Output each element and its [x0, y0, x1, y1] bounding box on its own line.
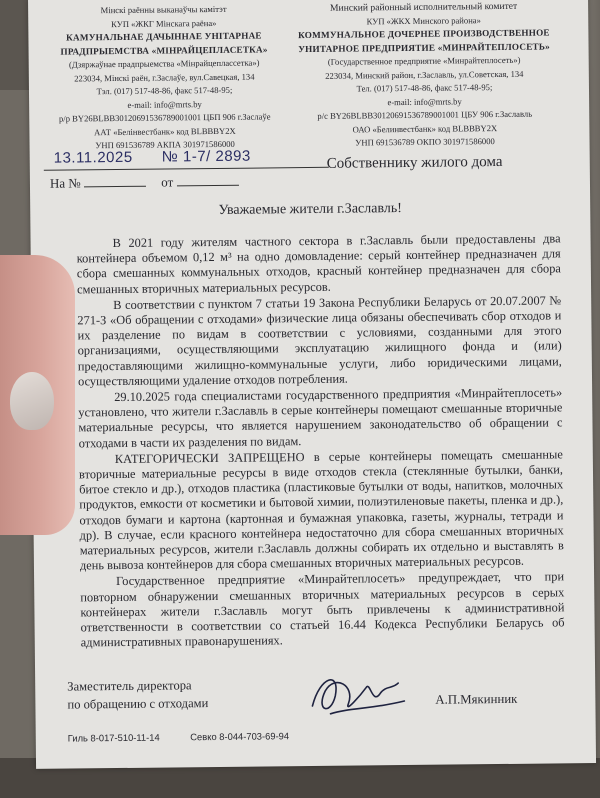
- header-left-line5: (Дзяржаўнае прадпрыемства «Мінрайцеплассетка»): [68, 57, 260, 70]
- paragraph-5: Государственное предприятие «Минрайтеплосеть» предупреждает, что при повторном обнаружении смешанных вторичных материальных ресурсов в серых контейнерах жители г.Заславль могут быть привлечены к административной ответственности в соответствии со статьей 16.44 Кодекса Республики Беларусь об административных правонарушениях.: [80, 569, 565, 650]
- header-left-line9: р/р BY26BLBB30120691536789001001 ЦБП 906 г.Заслаўе: [58, 111, 271, 124]
- header-left-line7: Тэл. (017) 517-48-86, факс 517-48-95;: [96, 84, 233, 97]
- registration-number: № 1-7/ 2893: [161, 147, 251, 166]
- reference-ot-label: от: [161, 174, 174, 190]
- paragraph-1: В 2021 году жителям частного сектора в г.Заславль были предоставлены два контейнера объемом 0,12 м³ на одно домовладение: серый контейнер предназначен для сбора смешанных коммунальных отходов, красный контейнер предназначен для сбора смешанных вторичных материальных ресурсов.: [76, 231, 561, 297]
- header-right-line5: (Государственное предприятие «Минрайтеплосеть»): [327, 54, 521, 67]
- header-right-line11: УНП 691536789 ОКПО 301971586000: [355, 136, 495, 148]
- header-right-line1: Минский районный исполнительный комитет: [329, 0, 518, 14]
- header-left-line8: e-mail: info@mrts.by: [127, 98, 202, 110]
- reference-na-label: На №: [49, 175, 81, 191]
- reference-number-blank: [84, 174, 146, 188]
- contact-2: Севко 8-044-703-69-94: [190, 730, 290, 743]
- letter-body: [77, 231, 565, 652]
- header-right-line8: e-mail: info@mrts.by: [387, 95, 462, 107]
- header-left-line6: 223034, Мінскі раён, г.Заслаўе, вул.Савецкая, 134: [74, 71, 255, 83]
- header-right-line4: УНИТАРНОЕ ПРЕДПРИЯТИЕ «МИНРАЙТЕПЛОСЕТЬ»: [298, 40, 550, 54]
- header-belarusian: [36, 2, 293, 153]
- signatory-position: [67, 676, 208, 713]
- header-right-line3: КОММУНАЛЬНОЕ ДОЧЕРНЕЕ ПРОИЗВОДСТВЕННОЕ: [298, 27, 550, 41]
- header-right-line7: Тел. (017) 517-48-86, факс 517-48-95;: [356, 82, 493, 94]
- registration-date: 13.11.2025: [53, 148, 133, 167]
- header-russian: [296, 0, 553, 151]
- header-left-line4: ПРАДПРЫЕМСТВА «МІНРАЙЦЕПЛАСЕТКА»: [60, 43, 268, 57]
- signatory-position-line1: Заместитель директора: [67, 678, 192, 694]
- header-left-line2: КУП «ЖКГ Мінскага раёна»: [111, 17, 217, 29]
- paragraph-4: КАТЕГОРИЧЕСКИ ЗАПРЕЩЕНО в серые контейнеры помещать смешанные вторичные материальные ресурсы в виде отходов стекла (стеклянные бутылки, банки, битое стекло и др.), отходов пластика (пластиковые бутылки от воды, напитков, молочных продуктов, емкости от косметики и бытовой химии, полиэтиленовые пакеты, пленка и др.), отходов бумаги и картона (картонная и бумажная упаковка, газеты, журналы, тетради и др). В случае, если красного контейнера недостаточно для сбора смешанных вторичных материальных ресурсов, жители г.Заславль должны собирать их отдельно и выставлять в день вывоза контейнеров для сбора смешанных вторичных материальных ресурсов.: [78, 447, 564, 573]
- header-left-line10: ААТ «Белінвестбанк» код BLBBBY2X: [94, 125, 236, 137]
- header-right-line2: КУП «ЖКХ Минского района»: [366, 14, 481, 26]
- signatory-position-line2: по обращению с отходами: [67, 696, 209, 712]
- letter-sheet: [28, 0, 596, 769]
- recipient: Собственнику жилого дома: [326, 153, 503, 172]
- header-right-line6: 223034, Минский район, г.Заславль, ул.Советская, 134: [325, 68, 524, 81]
- contacts: [68, 730, 317, 744]
- fingernail: [10, 372, 54, 430]
- contact-1: Гиль 8-017-510-11-14: [67, 731, 160, 744]
- registration-stamp: [44, 149, 329, 171]
- paragraph-2: В соответствии с пунктом 7 статьи 19 Закона Республики Беларусь от 20.07.2007 № 271-З «Об обращении с отходами» физические лица обязаны обеспечивать сбор отходов и их разделение по видам в соответствии с условиями, созданными для этого организациями, осуществляющими эксплуатацию жилищного фонда и (или) предоставляющими жилищно-коммунальные услуги, либо юридическими лицами, осуществляющими удаление отходов потребления.: [77, 293, 562, 389]
- greeting: Уважаемые жители г.Заславль!: [218, 201, 402, 218]
- header-left-line11: УНП 691536789 АКПА 301971586000: [95, 138, 235, 151]
- header-left-line1: Мінскі раённы выканаўчы камітэт: [100, 3, 227, 16]
- header-right-line10: ОАО «Белинвестбанк» код BLBBBY2X: [352, 122, 498, 135]
- signatory-name: А.П.Мякинник: [435, 691, 518, 707]
- handwritten-signature: [300, 665, 411, 726]
- reference-date-blank: [176, 173, 238, 187]
- header-right-line9: р/с BY26BLBB30120691536789001001 ЦБУ 906 г.Заславль: [317, 108, 533, 121]
- reference-line: [50, 173, 239, 192]
- header-left-line3: КАМУНАЛЬНАЕ ДАЧЫННАЕ УНІТАРНАЕ: [66, 30, 262, 43]
- paragraph-3: 29.10.2025 года специалистами государственного предприятия «Минрайтеплосеть» установлено, что жители г.Заславль в серые контейнеры помещают смешанные вторичные материальные ресурсы, что является нарушением законодательство об обращении с отходами в части их разделения по видам.: [78, 385, 563, 451]
